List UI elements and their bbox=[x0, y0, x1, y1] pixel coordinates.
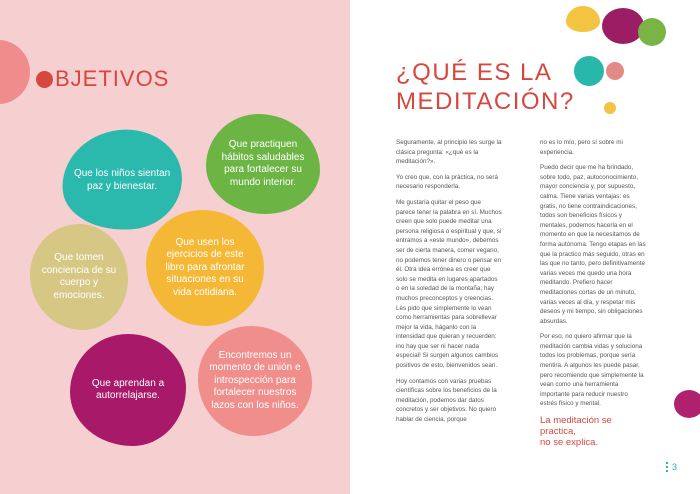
heading-line: MEDITACIÓN? bbox=[396, 88, 575, 115]
decorative-blob bbox=[0, 40, 30, 104]
objective-text: Que los niños sientan paz y bienestar. bbox=[73, 167, 171, 191]
paragraph: Por eso, no quiero afirmar que la meditación cambia vidas y soluciona todos los problemas, porque sería mentira. A algunos les puede pasar, pero recomiendo que simplemente la vean como una herramienta importante para reducir nuestro estrés físico y mental. bbox=[540, 333, 644, 408]
paragraph: Yo creo que, con la práctica, no será necesario responderla. bbox=[396, 173, 498, 191]
objective-text: Que aprendan a autorrelajarse. bbox=[91, 377, 165, 401]
objective-blob-green bbox=[206, 114, 320, 214]
decorative-circle bbox=[604, 102, 616, 114]
page-heading bbox=[396, 58, 575, 116]
objective-blob-teal bbox=[57, 124, 187, 236]
paragraph: no es lo mío, pero sí sobre mi experiencia. bbox=[540, 139, 623, 156]
objective-text: Que tomen conciencia de su cuerpo y emociones. bbox=[41, 252, 117, 301]
decorative-circle bbox=[602, 8, 644, 44]
closing-quote bbox=[540, 415, 646, 448]
text-column-1 bbox=[396, 138, 502, 431]
decorative-circle bbox=[574, 56, 604, 86]
objective-blob-yellow bbox=[146, 210, 264, 326]
page-number-dots-icon bbox=[666, 462, 668, 472]
objective-text: Que practiquen hábitos saludables para fortalecer su mundo interior. bbox=[221, 139, 305, 188]
objectives-title-text: BJETIVOS bbox=[55, 66, 170, 91]
text-column-2 bbox=[540, 138, 646, 448]
objective-blob-magenta bbox=[70, 334, 186, 446]
paragraph: Me gustaría quitar el peso que parece tener la palabra en sí. Muchos creen que solo puede meditar una persona religiosa o espiritual y que, si entramos a «este mundo», debemos ser de cierta manera, comer vegano, no podemos tener dinero o pensar en él. Otra idea errónea es creer que solo se medita en lugares apartados o en la soledad de la montaña; hay muchos preconceptos y creencias. Les pido que simplemente lo vean como herramientas para sobrellevar mejor la vida, háganlo con la intensidad que quieran y recuerden: ino hay que ser ni hacer nada especial! Si surgen algunos cambios positivos de esto, bienvenidos sean. bbox=[396, 198, 502, 370]
paragraph: Hoy contamos con varias pruebas científicas sobre los beneficios de la meditación, podemos dar datos concretos y ser objetivos. No quiero hablar de ciencia, porque bbox=[396, 377, 497, 424]
decorative-circle bbox=[674, 390, 700, 418]
objective-text: Encontremos un momento de unión e introspección para fortalecer nuestros lazos con los niños. bbox=[209, 349, 301, 411]
right-page bbox=[350, 0, 700, 494]
objective-blob-beige bbox=[30, 224, 128, 330]
page-number bbox=[666, 462, 677, 472]
objective-blob-coral bbox=[198, 326, 312, 436]
closing-line: La meditación se practica, bbox=[540, 415, 612, 438]
title-o-dot-icon bbox=[36, 71, 53, 88]
decorative-circle bbox=[606, 62, 624, 80]
paragraph: Seguramente, al principio les surge la clásica pregunta: «¿qué es la meditación?». bbox=[396, 139, 502, 166]
page-number-text: 3 bbox=[672, 462, 678, 472]
paragraph: Puedo decir que me ha brindado, sobre todo, paz, autoconocimiento, mayor conciencia y, por supuesto, calma. Tiene varias ventajas: es gratis, no tiene contraindicaciones, todos son beneficios físicos y mentales, podemos hacerla en el momento en que la necesitamos de forma autónoma. Tengo etapas en las que la practico más seguido, otras en las que no tanto, pero definitivamente varias veces me quedo una hora meditando. Prefiero hacer meditaciones cortas de un minuto, varias veces al día, y respetar mis deseos y mi tiempo, sin obligaciones absurdas. bbox=[540, 164, 646, 325]
decorative-circle bbox=[566, 6, 600, 32]
closing-line: no se explica. bbox=[540, 437, 599, 449]
heading-line: ¿QUÉ ES LA bbox=[396, 59, 553, 86]
objective-text: Que usen los ejercicios de este libro para afrontar situaciones en su vida cotidiana. bbox=[165, 236, 245, 298]
objectives-title bbox=[36, 66, 169, 92]
decorative-circle bbox=[638, 18, 666, 46]
